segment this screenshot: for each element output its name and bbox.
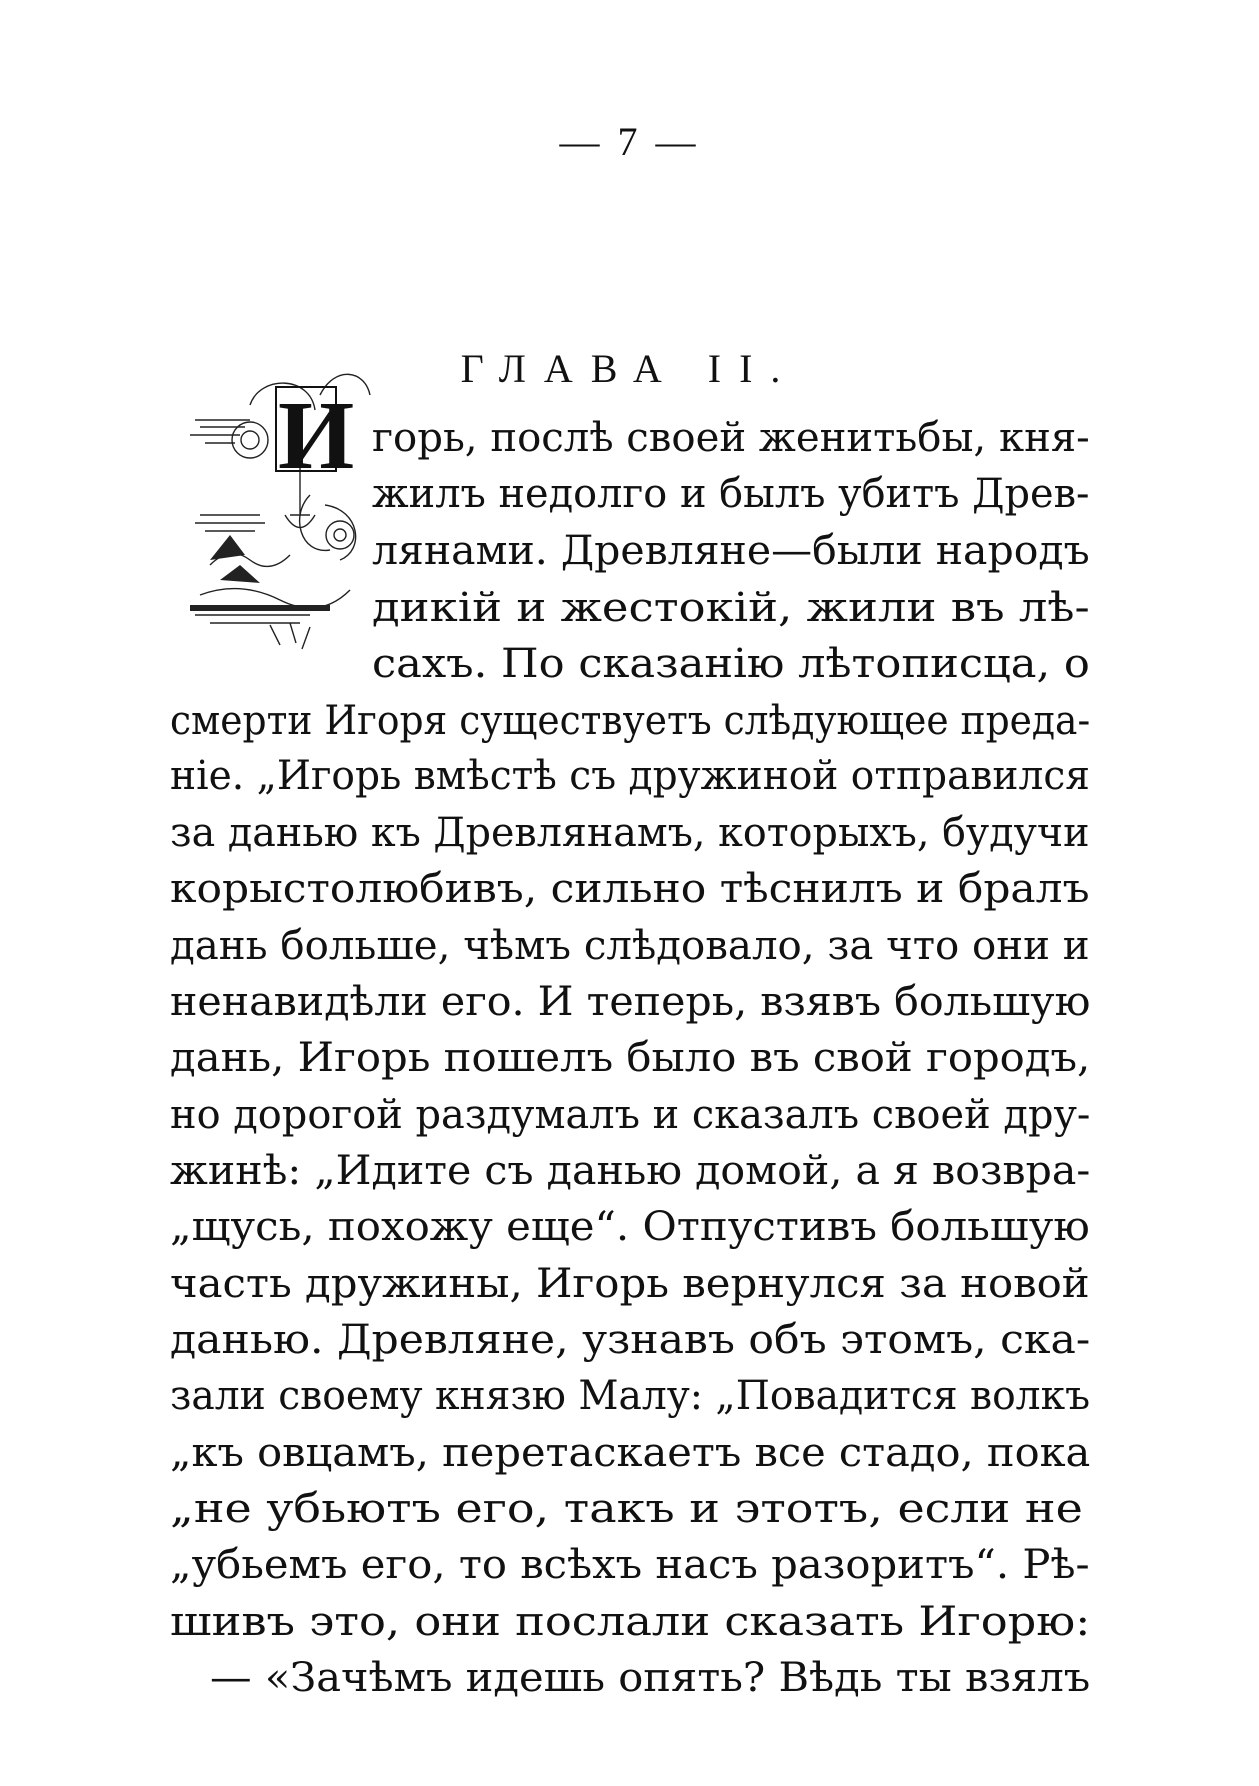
text-line: жинѣ: „Идите съ данью домой, а я возвра- [170,1148,1091,1194]
drop-cap-letter: И [278,382,355,490]
text-line: „щусь, похожу еще“. Отпустивъ большую [170,1204,1090,1250]
text-line: смерти Игоря существуетъ слѣдующее преда- [170,698,1091,744]
text-line: дикій и жестокій, жили въ лѣ- [372,585,1090,631]
text-line: лянами. Древляне—были народъ [372,528,1090,574]
text-line: данью. Древляне, узнавъ объ этомъ, ска- [170,1317,1091,1363]
text-line: „убьемъ его, то всѣхъ насъ разоритъ“. Рѣ- [170,1542,1090,1588]
text-line: дань, Игорь пошелъ было въ свой городъ, [170,1035,1091,1081]
chapter-title: ГЛАВА II. [460,346,799,391]
text-line: горь, послѣ своей женитьбы, кня- [372,415,1090,461]
text-line: сахъ. По сказанію лѣтописца, о [372,641,1090,687]
drop-cap-ornament [190,365,380,665]
text-line: жилъ недолго и былъ убитъ Древ- [372,471,1090,517]
text-line: — «Зачѣмъ идешь опять? Вѣдь ты взялъ [210,1655,1091,1701]
text-line: „къ овцамъ, перетаскаетъ все стадо, пока [170,1430,1091,1476]
text-line: корыстолюбивъ, сильно тѣснилъ и бралъ [170,866,1090,912]
text-line: дань больше, чѣмъ слѣдовало, за что они и [170,923,1090,969]
text-line: но дорогой раздумалъ и сказалъ своей дру- [170,1092,1091,1138]
text-line: зали своему князю Малу: „Повадится волкъ [170,1373,1091,1419]
text-line: за данью къ Древлянамъ, которыхъ, будучи [170,810,1090,856]
text-line: шивъ это, они послали сказать Игорю: [170,1599,1091,1645]
page-number: — 7 — [559,119,700,164]
text-line: ніе. „Игорь вмѣстѣ съ дружиной отправился [170,753,1090,799]
text-line: „не убьютъ его, такъ и этотъ, если не [170,1486,1083,1532]
text-line: часть дружины, Игорь вернулся за новой [170,1261,1090,1307]
text-line: ненавидѣли его. И теперь, взявъ большую [170,979,1091,1025]
